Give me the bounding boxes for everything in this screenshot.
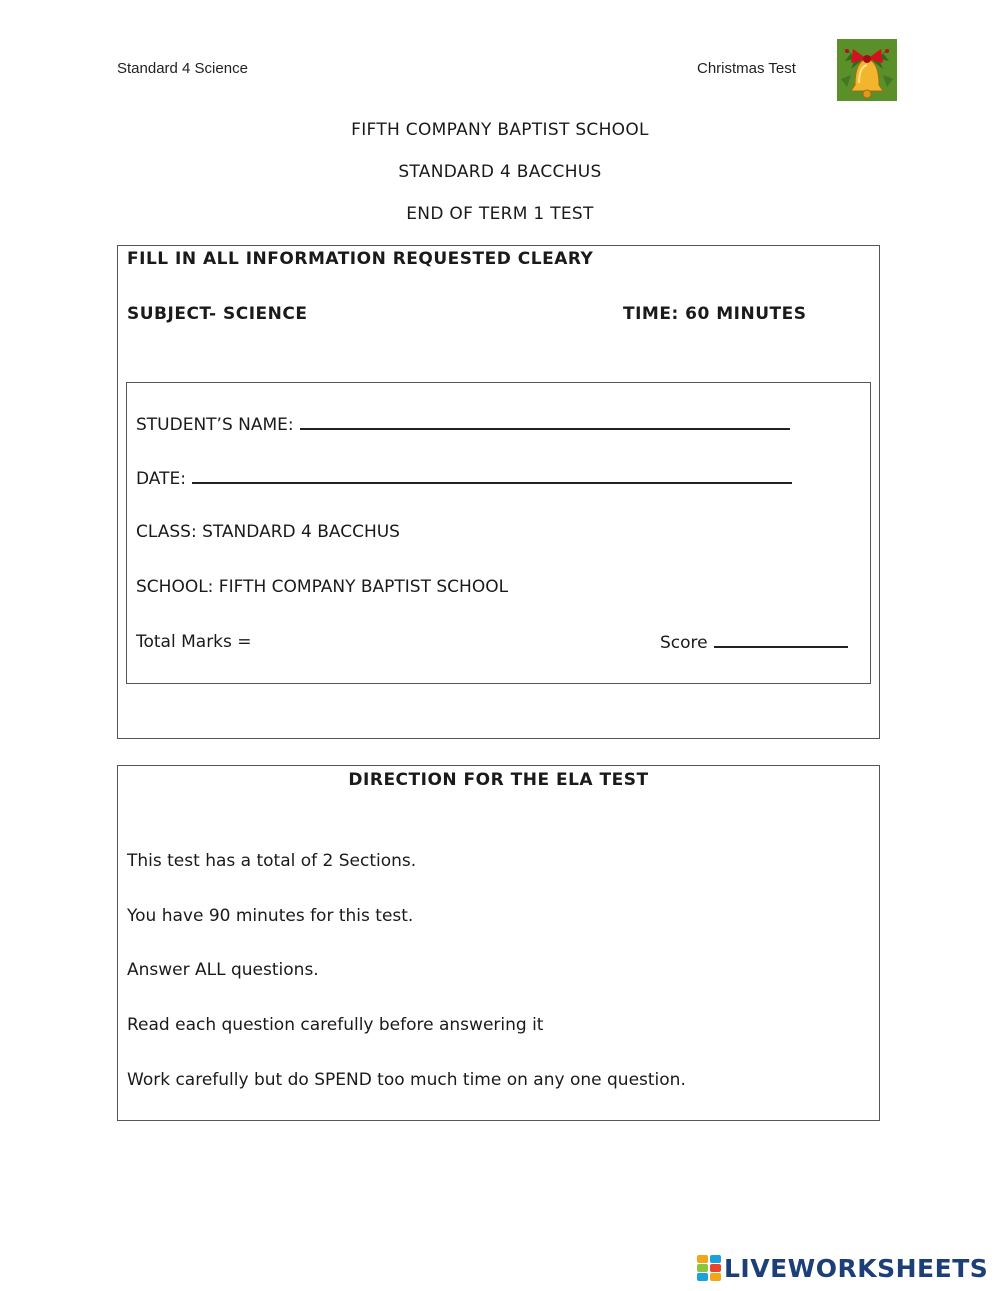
directions-box xyxy=(117,765,880,1121)
header-right-text: Christmas Test xyxy=(697,60,796,77)
score-row xyxy=(660,632,848,653)
liveworksheets-brand[interactable]: LIVEWORKSHEETS xyxy=(724,1254,989,1283)
direction-line: Work carefully but do SPEND too much time on any one question. xyxy=(127,1070,686,1090)
liveworksheets-logo-icon xyxy=(697,1255,721,1281)
direction-line: You have 90 minutes for this test. xyxy=(127,906,414,926)
instruction-heading: FILL IN ALL INFORMATION REQUESTED CLEARY xyxy=(127,249,594,269)
school-line: SCHOOL: FIFTH COMPANY BAPTIST SCHOOL xyxy=(136,577,509,597)
student-name-label: STUDENT’S NAME: xyxy=(136,415,294,435)
score-field[interactable] xyxy=(714,632,848,648)
direction-line: Read each question carefully before answering it xyxy=(127,1015,544,1035)
date-label: DATE: xyxy=(136,469,186,489)
direction-line: Answer ALL questions. xyxy=(127,960,319,980)
time-label: TIME: 60 MINUTES xyxy=(623,304,807,324)
subject-label: SUBJECT- SCIENCE xyxy=(127,304,308,324)
date-row xyxy=(136,468,792,489)
christmas-bell-icon xyxy=(837,39,897,101)
directions-title: DIRECTION FOR THE ELA TEST xyxy=(348,770,649,790)
total-marks-label: Total Marks = xyxy=(136,632,252,652)
school-title: FIFTH COMPANY BAPTIST SCHOOL xyxy=(351,120,649,140)
class-title: STANDARD 4 BACCHUS xyxy=(398,162,602,182)
student-name-field[interactable] xyxy=(300,414,790,430)
date-field[interactable] xyxy=(192,468,792,484)
class-line: CLASS: STANDARD 4 BACCHUS xyxy=(136,522,400,542)
direction-line: This test has a total of 2 Sections. xyxy=(127,851,417,871)
student-name-row xyxy=(136,414,790,435)
test-title: END OF TERM 1 TEST xyxy=(406,204,594,224)
header-left-text: Standard 4 Science xyxy=(117,60,248,77)
score-label: Score xyxy=(660,633,708,653)
